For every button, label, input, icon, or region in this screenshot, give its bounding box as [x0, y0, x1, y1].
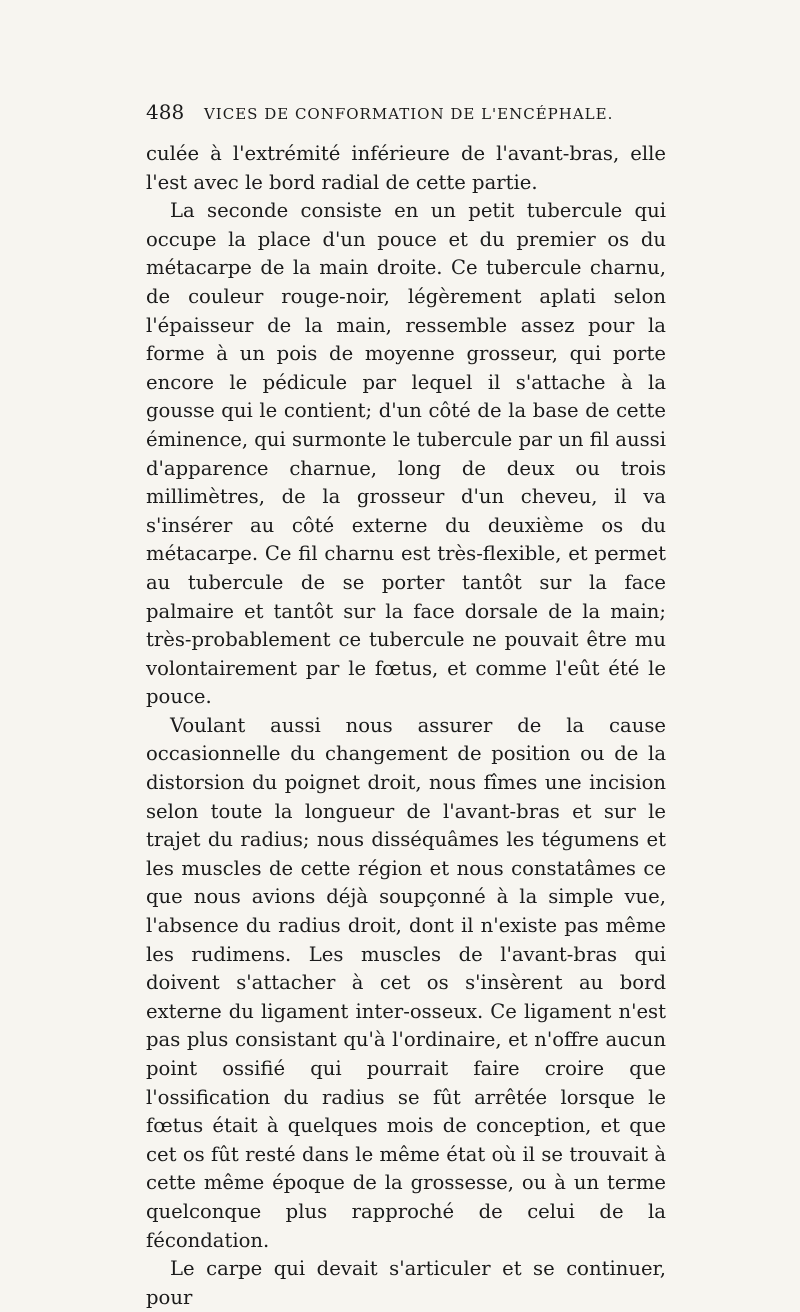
- paragraph-tubercle: La seconde consiste en un petit tubercule qui occupe la place d'un pouce et du premier os du métacarpe de la main droite. Ce tubercule charnu, de couleur rouge-noir, légèrement aplati selon l'épaisseur de la main, ressemble assez pour la forme à un pois de moyenne grosseur, qui porte encore le pédicule par lequel il s'attache à la gousse qui le contient; d'un côté de la base de cette éminence, qui surmonte le tubercule par un fil aussi d'apparence charnue, long de deux ou trois millimètres, de la grosseur d'un cheveu, il va s'insérer au côté externe du deuxième os du métacarpe. Ce fil charnu est très-flexible, et permet au tubercule de se porter tantôt sur la face palmaire et tantôt sur la face dorsale de la main; très-probablement ce tubercule ne pouvait être mu volontairement par le fœtus, et comme l'eût été le pouce.: [146, 199, 666, 709]
- paragraph-continuation: culée à l'extrémité inférieure de l'avant-bras, elle l'est avec le bord radial de cette partie.: [146, 142, 666, 194]
- body-text: [146, 140, 666, 1312]
- page-header: [146, 100, 666, 124]
- running-title: VICES DE CONFORMATION DE L'ENCÉPHALE.: [203, 105, 614, 123]
- paragraph-dissection: Voulant aussi nous assurer de la cause occasionnelle du changement de position ou de la distorsion du poignet droit, nous fîmes une incision selon toute la longueur de l'avant-bras et sur le trajet du radius; nous disséquâmes les tégumens et les muscles de cette région et nous constatâmes ce que nous avions déjà soupçonné à la simple vue, l'absence du radius droit, dont il n'existe pas même les rudimens. Les muscles de l'avant-bras qui doivent s'attacher à cet os s'insèrent au bord externe du ligament inter-osseux. Ce ligament n'est pas plus consistant qu'à l'ordinaire, et n'offre aucun point ossifié qui pourrait faire croire que l'ossification du radius se fût arrêtée lorsque le fœtus était à quelques mois de conception, et que cet os fût resté dans le même état où il se trouvait à cette même époque de la grossesse, ou à un terme quelconque plus rapproché de celui de la fécondation.: [146, 713, 666, 1252]
- page-number: 488: [146, 100, 185, 124]
- paragraph-carpus: Le carpe qui devait s'articuler et se continuer, pour: [146, 1257, 666, 1309]
